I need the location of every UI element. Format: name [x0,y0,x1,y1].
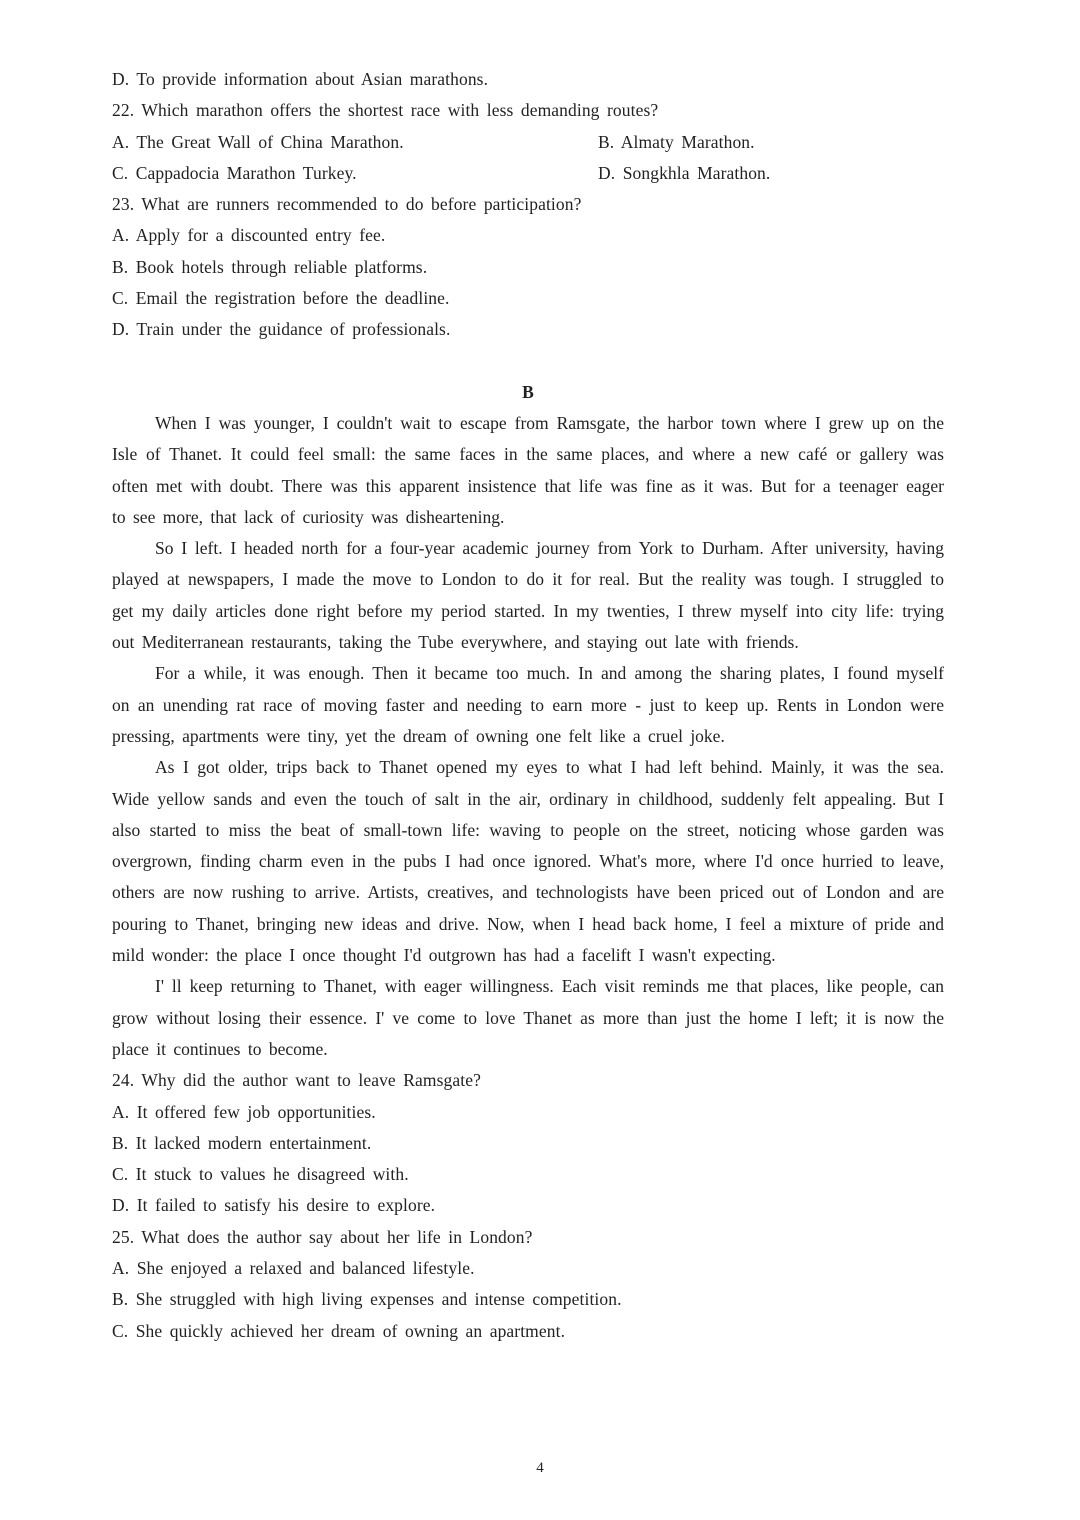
q24-option-d: D. It failed to satisfy his desire to explore. [112,1195,436,1216]
exam-page [112,64,944,1347]
q23-stem: 23. What are runners recommended to do before participation? [112,194,582,215]
q22-option-d: D. Songkhla Marathon. [598,162,771,183]
q24-option-a: A. It offered few job opportunities. [112,1101,376,1122]
passage-paragraph-1: When I was younger, I couldn't wait to escape from Ramsgate, the harbor town where I grew up on the Isle of Thanet. It could feel small: the same faces in the same places, and where a new café or gallery was often met with doubt. There was this apparent insistence that life was fine as it was. But for a teenager eager to see more, that lack of curiosity was disheartening. [112,412,944,527]
q22-option-a: A. The Great Wall of China Marathon. [112,131,404,152]
q25-option-c: C. She quickly achieved her dream of owning an apartment. [112,1320,566,1341]
q22-stem: 22. Which marathon offers the shortest race with less demanding routes? [112,100,659,121]
q23-option-d: D. Train under the guidance of professionals. [112,319,451,340]
q21-option-d: D. To provide information about Asian marathons. [112,69,489,89]
q25-option-a: A. She enjoyed a relaxed and balanced lifestyle. [112,1257,475,1278]
page-number: 4 [536,1460,544,1476]
q24-option-c: C. It stuck to values he disagreed with. [112,1164,409,1185]
q22-option-b: B. Almaty Marathon. [598,131,755,152]
passage-paragraph-4: As I got older, trips back to Thanet opened my eyes to what I had left behind. Mainly, it was the sea. Wide yellow sands and even the touch of salt in the air, ordinary in childhood, suddenly felt appealing. But I also started to miss the beat of small-town life: waving to people on the street, noticing whose garden was overgrown, finding charm even in the pubs I had once ignored. What's more, where I'd once hurried to leave, others are now rushing to arrive. Artists, creatives, and technologists have been priced out of London and are pouring to Thanet, bringing new ideas and drive. Now, when I head back home, I feel a mixture of pride and mild wonder: the place I once thought I'd outgrown has had a facelift I wasn't expecting. [112,757,944,966]
passage-paragraph-2: So I left. I headed north for a four-year academic journey from York to Durham. After university, having played at newspapers, I made the move to London to do it for real. But the reality was tough. I struggled to get my daily articles done right before my period started. In my twenties, I threw myself into city life: trying out Mediterranean restaurants, taking the Tube everywhere, and staying out late with friends. [112,538,944,653]
q24-option-b: B. It lacked modern entertainment. [112,1132,372,1153]
section-b-heading: B [522,381,534,402]
passage-paragraph-3: For a while, it was enough. Then it became too much. In and among the sharing plates, I found myself on an unending rat race of moving faster and needing to earn more - just to keep up. Rents in London were pressing, apartments were tiny, yet the dream of owning one felt like a cruel joke. [112,663,944,746]
q22-options-row-1 [112,127,944,158]
q24-stem: 24. Why did the author want to leave Ramsgate? [112,1070,481,1091]
passage-paragraph-5: I' ll keep returning to Thanet, with eager willingness. Each visit reminds me that places, like people, can grow without losing their essence. I' ve come to love Thanet as more than just the home I left; it is now the place it continues to become. [112,976,944,1059]
q23-option-c: C. Email the registration before the deadline. [112,288,450,309]
q25-stem: 25. What does the author say about her life in London? [112,1226,533,1247]
q25-option-b: B. She struggled with high living expenses and intense competition. [112,1289,622,1310]
q23-option-a: A. Apply for a discounted entry fee. [112,225,386,246]
q22-option-c: C. Cappadocia Marathon Turkey. [112,162,357,183]
q22-options-row-2 [112,158,944,189]
q23-option-b: B. Book hotels through reliable platforms. [112,256,428,277]
